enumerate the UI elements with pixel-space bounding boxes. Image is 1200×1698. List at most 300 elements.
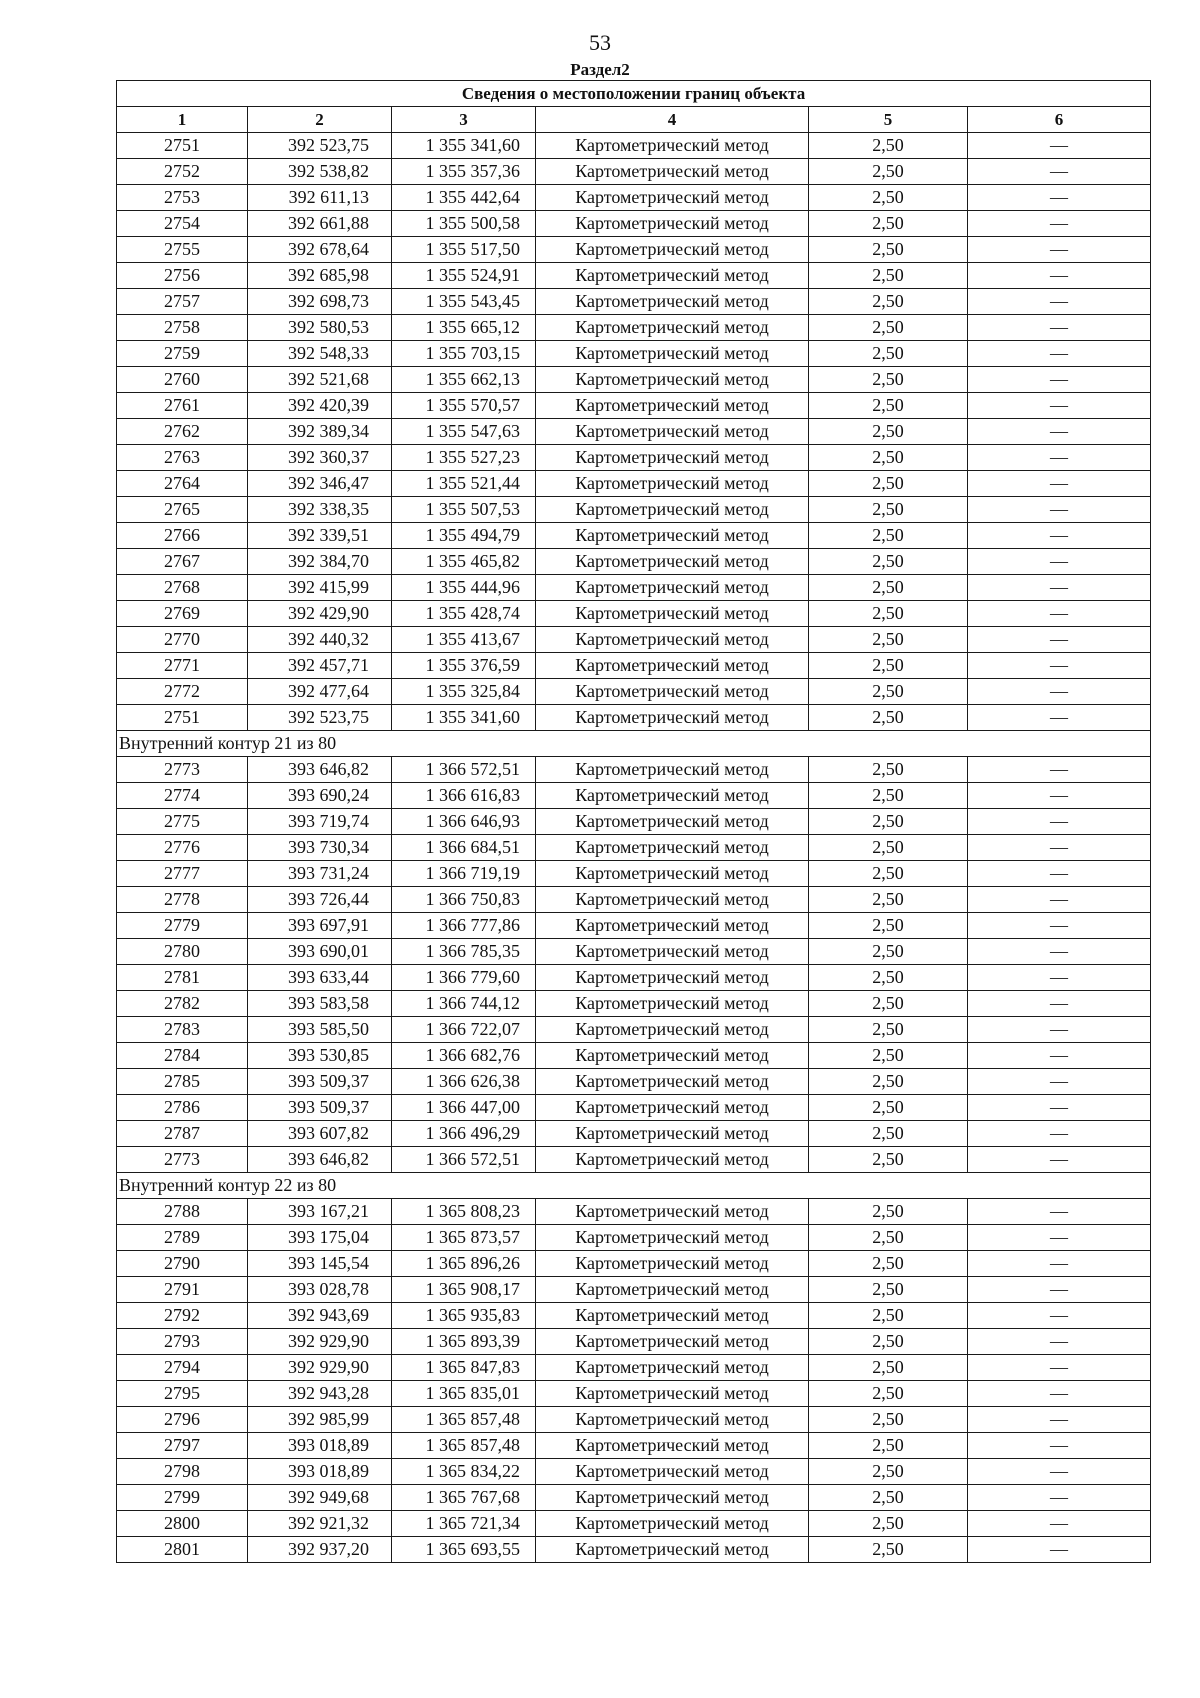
table-row bbox=[117, 1147, 1151, 1173]
table-row bbox=[117, 1485, 1151, 1511]
accuracy-cell: 2,50 bbox=[809, 1303, 968, 1329]
accuracy-cell: 2,50 bbox=[809, 991, 968, 1017]
method-cell: Картометрический метод bbox=[536, 1329, 809, 1355]
y-coordinate-cell: 1 365 835,01 bbox=[392, 1381, 536, 1407]
point-number-cell: 2784 bbox=[117, 1043, 248, 1069]
x-coordinate-cell: 393 633,44 bbox=[248, 965, 392, 991]
table-row bbox=[117, 315, 1151, 341]
table-row bbox=[117, 627, 1151, 653]
y-coordinate-cell: 1 365 896,26 bbox=[392, 1251, 536, 1277]
description-cell: — bbox=[968, 445, 1151, 471]
accuracy-cell: 2,50 bbox=[809, 523, 968, 549]
description-cell: — bbox=[968, 185, 1151, 211]
y-coordinate-cell: 1 366 616,83 bbox=[392, 783, 536, 809]
y-coordinate-cell: 1 355 413,67 bbox=[392, 627, 536, 653]
method-cell: Картометрический метод bbox=[536, 809, 809, 835]
table-row bbox=[117, 1277, 1151, 1303]
description-cell: — bbox=[968, 1433, 1151, 1459]
x-coordinate-cell: 392 943,28 bbox=[248, 1381, 392, 1407]
table-row bbox=[117, 1459, 1151, 1485]
x-coordinate-cell: 392 457,71 bbox=[248, 653, 392, 679]
description-cell: — bbox=[968, 1485, 1151, 1511]
accuracy-cell: 2,50 bbox=[809, 1355, 968, 1381]
section-title: Раздел2 bbox=[570, 60, 630, 79]
x-coordinate-cell: 393 690,24 bbox=[248, 783, 392, 809]
table-row bbox=[117, 1329, 1151, 1355]
y-coordinate-cell: 1 355 547,63 bbox=[392, 419, 536, 445]
method-cell: Картометрический метод bbox=[536, 393, 809, 419]
table-row bbox=[117, 1381, 1151, 1407]
x-coordinate-cell: 393 730,34 bbox=[248, 835, 392, 861]
accuracy-cell: 2,50 bbox=[809, 159, 968, 185]
table-row bbox=[117, 809, 1151, 835]
point-number-cell: 2797 bbox=[117, 1433, 248, 1459]
column-header: 6 bbox=[968, 107, 1151, 133]
x-coordinate-cell: 392 580,53 bbox=[248, 315, 392, 341]
point-number-cell: 2796 bbox=[117, 1407, 248, 1433]
description-cell: — bbox=[968, 783, 1151, 809]
accuracy-cell: 2,50 bbox=[809, 1069, 968, 1095]
x-coordinate-cell: 392 685,98 bbox=[248, 263, 392, 289]
description-cell: — bbox=[968, 939, 1151, 965]
x-coordinate-cell: 392 678,64 bbox=[248, 237, 392, 263]
x-coordinate-cell: 393 697,91 bbox=[248, 913, 392, 939]
table-row bbox=[117, 575, 1151, 601]
description-cell: — bbox=[968, 1459, 1151, 1485]
accuracy-cell: 2,50 bbox=[809, 315, 968, 341]
x-coordinate-cell: 392 611,13 bbox=[248, 185, 392, 211]
method-cell: Картометрический метод bbox=[536, 1355, 809, 1381]
method-cell: Картометрический метод bbox=[536, 237, 809, 263]
accuracy-cell: 2,50 bbox=[809, 1225, 968, 1251]
x-coordinate-cell: 392 420,39 bbox=[248, 393, 392, 419]
x-coordinate-cell: 392 937,20 bbox=[248, 1537, 392, 1563]
table-row bbox=[117, 1407, 1151, 1433]
point-number-cell: 2752 bbox=[117, 159, 248, 185]
description-cell: — bbox=[968, 1017, 1151, 1043]
accuracy-cell: 2,50 bbox=[809, 1251, 968, 1277]
method-cell: Картометрический метод bbox=[536, 757, 809, 783]
x-coordinate-cell: 392 360,37 bbox=[248, 445, 392, 471]
y-coordinate-cell: 1 366 744,12 bbox=[392, 991, 536, 1017]
description-cell: — bbox=[968, 1251, 1151, 1277]
point-number-cell: 2776 bbox=[117, 835, 248, 861]
accuracy-cell: 2,50 bbox=[809, 809, 968, 835]
description-cell: — bbox=[968, 1381, 1151, 1407]
method-cell: Картометрический метод bbox=[536, 341, 809, 367]
point-number-cell: 2787 bbox=[117, 1121, 248, 1147]
contour-header-row bbox=[117, 1173, 1151, 1199]
y-coordinate-cell: 1 366 722,07 bbox=[392, 1017, 536, 1043]
method-cell: Картометрический метод bbox=[536, 679, 809, 705]
table-row bbox=[117, 523, 1151, 549]
accuracy-cell: 2,50 bbox=[809, 1043, 968, 1069]
y-coordinate-cell: 1 355 517,50 bbox=[392, 237, 536, 263]
description-cell: — bbox=[968, 393, 1151, 419]
x-coordinate-cell: 392 384,70 bbox=[248, 549, 392, 575]
point-number-cell: 2779 bbox=[117, 913, 248, 939]
table-row bbox=[117, 211, 1151, 237]
accuracy-cell: 2,50 bbox=[809, 1459, 968, 1485]
table-title-row bbox=[117, 81, 1151, 107]
x-coordinate-cell: 392 339,51 bbox=[248, 523, 392, 549]
method-cell: Картометрический метод bbox=[536, 653, 809, 679]
table-row bbox=[117, 471, 1151, 497]
y-coordinate-cell: 1 365 693,55 bbox=[392, 1537, 536, 1563]
description-cell: — bbox=[968, 1277, 1151, 1303]
point-number-cell: 2791 bbox=[117, 1277, 248, 1303]
accuracy-cell: 2,50 bbox=[809, 653, 968, 679]
table-row bbox=[117, 965, 1151, 991]
description-cell: — bbox=[968, 705, 1151, 731]
point-number-cell: 2778 bbox=[117, 887, 248, 913]
accuracy-cell: 2,50 bbox=[809, 1407, 968, 1433]
point-number-cell: 2762 bbox=[117, 419, 248, 445]
method-cell: Картометрический метод bbox=[536, 913, 809, 939]
contour-label: Внутренний контур 21 из 80 bbox=[117, 731, 1151, 757]
method-cell: Картометрический метод bbox=[536, 575, 809, 601]
accuracy-cell: 2,50 bbox=[809, 237, 968, 263]
table-row bbox=[117, 185, 1151, 211]
y-coordinate-cell: 1 355 524,91 bbox=[392, 263, 536, 289]
table-row bbox=[117, 1069, 1151, 1095]
accuracy-cell: 2,50 bbox=[809, 393, 968, 419]
method-cell: Картометрический метод bbox=[536, 315, 809, 341]
y-coordinate-cell: 1 355 341,60 bbox=[392, 133, 536, 159]
y-coordinate-cell: 1 366 626,38 bbox=[392, 1069, 536, 1095]
description-cell: — bbox=[968, 991, 1151, 1017]
y-coordinate-cell: 1 355 665,12 bbox=[392, 315, 536, 341]
y-coordinate-cell: 1 366 682,76 bbox=[392, 1043, 536, 1069]
point-number-cell: 2769 bbox=[117, 601, 248, 627]
column-header: 4 bbox=[536, 107, 809, 133]
x-coordinate-cell: 393 690,01 bbox=[248, 939, 392, 965]
description-cell: — bbox=[968, 211, 1151, 237]
description-cell: — bbox=[968, 575, 1151, 601]
table-body bbox=[117, 133, 1151, 1563]
accuracy-cell: 2,50 bbox=[809, 783, 968, 809]
method-cell: Картометрический метод bbox=[536, 471, 809, 497]
description-cell: — bbox=[968, 1511, 1151, 1537]
table-row bbox=[117, 1095, 1151, 1121]
point-number-cell: 2777 bbox=[117, 861, 248, 887]
point-number-cell: 2770 bbox=[117, 627, 248, 653]
method-cell: Картометрический метод bbox=[536, 1381, 809, 1407]
description-cell: — bbox=[968, 237, 1151, 263]
accuracy-cell: 2,50 bbox=[809, 861, 968, 887]
table-row bbox=[117, 653, 1151, 679]
y-coordinate-cell: 1 355 703,15 bbox=[392, 341, 536, 367]
table-row bbox=[117, 1043, 1151, 1069]
x-coordinate-cell: 393 018,89 bbox=[248, 1433, 392, 1459]
table-row bbox=[117, 1251, 1151, 1277]
description-cell: — bbox=[968, 1043, 1151, 1069]
point-number-cell: 2756 bbox=[117, 263, 248, 289]
accuracy-cell: 2,50 bbox=[809, 341, 968, 367]
description-cell: — bbox=[968, 1303, 1151, 1329]
method-cell: Картометрический метод bbox=[536, 289, 809, 315]
column-header-row bbox=[117, 107, 1151, 133]
y-coordinate-cell: 1 366 684,51 bbox=[392, 835, 536, 861]
method-cell: Картометрический метод bbox=[536, 1147, 809, 1173]
method-cell: Картометрический метод bbox=[536, 1303, 809, 1329]
y-coordinate-cell: 1 365 908,17 bbox=[392, 1277, 536, 1303]
point-number-cell: 2792 bbox=[117, 1303, 248, 1329]
column-header: 5 bbox=[809, 107, 968, 133]
point-number-cell: 2786 bbox=[117, 1095, 248, 1121]
table-row bbox=[117, 263, 1151, 289]
accuracy-cell: 2,50 bbox=[809, 835, 968, 861]
method-cell: Картометрический метод bbox=[536, 965, 809, 991]
accuracy-cell: 2,50 bbox=[809, 211, 968, 237]
method-cell: Картометрический метод bbox=[536, 1069, 809, 1095]
description-cell: — bbox=[968, 1407, 1151, 1433]
table-row bbox=[117, 1511, 1151, 1537]
x-coordinate-cell: 392 346,47 bbox=[248, 471, 392, 497]
method-cell: Картометрический метод bbox=[536, 1537, 809, 1563]
y-coordinate-cell: 1 355 662,13 bbox=[392, 367, 536, 393]
x-coordinate-cell: 392 429,90 bbox=[248, 601, 392, 627]
description-cell: — bbox=[968, 159, 1151, 185]
y-coordinate-cell: 1 355 357,36 bbox=[392, 159, 536, 185]
point-number-cell: 2798 bbox=[117, 1459, 248, 1485]
accuracy-cell: 2,50 bbox=[809, 185, 968, 211]
method-cell: Картометрический метод bbox=[536, 497, 809, 523]
accuracy-cell: 2,50 bbox=[809, 887, 968, 913]
x-coordinate-cell: 392 338,35 bbox=[248, 497, 392, 523]
x-coordinate-cell: 392 985,99 bbox=[248, 1407, 392, 1433]
table-row bbox=[117, 419, 1151, 445]
point-number-cell: 2754 bbox=[117, 211, 248, 237]
point-number-cell: 2766 bbox=[117, 523, 248, 549]
point-number-cell: 2790 bbox=[117, 1251, 248, 1277]
description-cell: — bbox=[968, 835, 1151, 861]
x-coordinate-cell: 393 607,82 bbox=[248, 1121, 392, 1147]
y-coordinate-cell: 1 365 808,23 bbox=[392, 1199, 536, 1225]
y-coordinate-cell: 1 365 857,48 bbox=[392, 1407, 536, 1433]
method-cell: Картометрический метод bbox=[536, 1199, 809, 1225]
description-cell: — bbox=[968, 549, 1151, 575]
table-row bbox=[117, 939, 1151, 965]
x-coordinate-cell: 392 477,64 bbox=[248, 679, 392, 705]
y-coordinate-cell: 1 366 750,83 bbox=[392, 887, 536, 913]
table-row bbox=[117, 237, 1151, 263]
method-cell: Картометрический метод bbox=[536, 1277, 809, 1303]
point-number-cell: 2781 bbox=[117, 965, 248, 991]
x-coordinate-cell: 392 929,90 bbox=[248, 1355, 392, 1381]
point-number-cell: 2799 bbox=[117, 1485, 248, 1511]
method-cell: Картометрический метод bbox=[536, 835, 809, 861]
description-cell: — bbox=[968, 471, 1151, 497]
x-coordinate-cell: 392 661,88 bbox=[248, 211, 392, 237]
table-row bbox=[117, 783, 1151, 809]
accuracy-cell: 2,50 bbox=[809, 1095, 968, 1121]
description-cell: — bbox=[968, 601, 1151, 627]
x-coordinate-cell: 393 175,04 bbox=[248, 1225, 392, 1251]
y-coordinate-cell: 1 365 847,83 bbox=[392, 1355, 536, 1381]
accuracy-cell: 2,50 bbox=[809, 497, 968, 523]
description-cell: — bbox=[968, 1121, 1151, 1147]
point-number-cell: 2768 bbox=[117, 575, 248, 601]
point-number-cell: 2773 bbox=[117, 1147, 248, 1173]
table-row bbox=[117, 393, 1151, 419]
table-row bbox=[117, 1355, 1151, 1381]
table-row bbox=[117, 601, 1151, 627]
description-cell: — bbox=[968, 133, 1151, 159]
table-row bbox=[117, 679, 1151, 705]
point-number-cell: 2775 bbox=[117, 809, 248, 835]
method-cell: Картометрический метод bbox=[536, 133, 809, 159]
method-cell: Картометрический метод bbox=[536, 445, 809, 471]
accuracy-cell: 2,50 bbox=[809, 1485, 968, 1511]
accuracy-cell: 2,50 bbox=[809, 705, 968, 731]
point-number-cell: 2788 bbox=[117, 1199, 248, 1225]
accuracy-cell: 2,50 bbox=[809, 1511, 968, 1537]
y-coordinate-cell: 1 355 527,23 bbox=[392, 445, 536, 471]
method-cell: Картометрический метод bbox=[536, 1251, 809, 1277]
description-cell: — bbox=[968, 523, 1151, 549]
y-coordinate-cell: 1 355 465,82 bbox=[392, 549, 536, 575]
method-cell: Картометрический метод bbox=[536, 549, 809, 575]
x-coordinate-cell: 393 726,44 bbox=[248, 887, 392, 913]
table-row bbox=[117, 1537, 1151, 1563]
x-coordinate-cell: 392 943,69 bbox=[248, 1303, 392, 1329]
table-row bbox=[117, 1303, 1151, 1329]
y-coordinate-cell: 1 355 341,60 bbox=[392, 705, 536, 731]
method-cell: Картометрический метод bbox=[536, 601, 809, 627]
accuracy-cell: 2,50 bbox=[809, 1121, 968, 1147]
table-row bbox=[117, 757, 1151, 783]
method-cell: Картометрический метод bbox=[536, 1511, 809, 1537]
description-cell: — bbox=[968, 263, 1151, 289]
method-cell: Картометрический метод bbox=[536, 159, 809, 185]
x-coordinate-cell: 393 719,74 bbox=[248, 809, 392, 835]
x-coordinate-cell: 392 929,90 bbox=[248, 1329, 392, 1355]
point-number-cell: 2763 bbox=[117, 445, 248, 471]
y-coordinate-cell: 1 366 719,19 bbox=[392, 861, 536, 887]
y-coordinate-cell: 1 366 496,29 bbox=[392, 1121, 536, 1147]
accuracy-cell: 2,50 bbox=[809, 757, 968, 783]
description-cell: — bbox=[968, 679, 1151, 705]
x-coordinate-cell: 393 145,54 bbox=[248, 1251, 392, 1277]
point-number-cell: 2759 bbox=[117, 341, 248, 367]
y-coordinate-cell: 1 366 572,51 bbox=[392, 757, 536, 783]
table-row bbox=[117, 1433, 1151, 1459]
accuracy-cell: 2,50 bbox=[809, 1433, 968, 1459]
method-cell: Картометрический метод bbox=[536, 1225, 809, 1251]
table-row bbox=[117, 1121, 1151, 1147]
contour-label: Внутренний контур 22 из 80 bbox=[117, 1173, 1151, 1199]
y-coordinate-cell: 1 365 834,22 bbox=[392, 1459, 536, 1485]
description-cell: — bbox=[968, 887, 1151, 913]
y-coordinate-cell: 1 355 376,59 bbox=[392, 653, 536, 679]
contour-header-row bbox=[117, 731, 1151, 757]
point-number-cell: 2760 bbox=[117, 367, 248, 393]
accuracy-cell: 2,50 bbox=[809, 1381, 968, 1407]
point-number-cell: 2765 bbox=[117, 497, 248, 523]
column-header: 1 bbox=[117, 107, 248, 133]
y-coordinate-cell: 1 365 721,34 bbox=[392, 1511, 536, 1537]
method-cell: Картометрический метод bbox=[536, 1433, 809, 1459]
point-number-cell: 2773 bbox=[117, 757, 248, 783]
point-number-cell: 2764 bbox=[117, 471, 248, 497]
table-row bbox=[117, 445, 1151, 471]
method-cell: Картометрический метод bbox=[536, 367, 809, 393]
description-cell: — bbox=[968, 1329, 1151, 1355]
x-coordinate-cell: 392 538,82 bbox=[248, 159, 392, 185]
x-coordinate-cell: 393 509,37 bbox=[248, 1095, 392, 1121]
y-coordinate-cell: 1 355 428,74 bbox=[392, 601, 536, 627]
accuracy-cell: 2,50 bbox=[809, 601, 968, 627]
table-row bbox=[117, 341, 1151, 367]
y-coordinate-cell: 1 366 779,60 bbox=[392, 965, 536, 991]
point-number-cell: 2789 bbox=[117, 1225, 248, 1251]
point-number-cell: 2767 bbox=[117, 549, 248, 575]
point-number-cell: 2772 bbox=[117, 679, 248, 705]
y-coordinate-cell: 1 366 777,86 bbox=[392, 913, 536, 939]
accuracy-cell: 2,50 bbox=[809, 1329, 968, 1355]
method-cell: Картометрический метод bbox=[536, 1095, 809, 1121]
x-coordinate-cell: 392 389,34 bbox=[248, 419, 392, 445]
y-coordinate-cell: 1 365 857,48 bbox=[392, 1433, 536, 1459]
description-cell: — bbox=[968, 809, 1151, 835]
description-cell: — bbox=[968, 1095, 1151, 1121]
x-coordinate-cell: 392 548,33 bbox=[248, 341, 392, 367]
accuracy-cell: 2,50 bbox=[809, 965, 968, 991]
table-row bbox=[117, 289, 1151, 315]
y-coordinate-cell: 1 355 570,57 bbox=[392, 393, 536, 419]
description-cell: — bbox=[968, 497, 1151, 523]
table-row bbox=[117, 887, 1151, 913]
x-coordinate-cell: 392 921,32 bbox=[248, 1511, 392, 1537]
description-cell: — bbox=[968, 965, 1151, 991]
description-cell: — bbox=[968, 315, 1151, 341]
table-row bbox=[117, 549, 1151, 575]
table-row bbox=[117, 835, 1151, 861]
x-coordinate-cell: 392 523,75 bbox=[248, 133, 392, 159]
point-number-cell: 2753 bbox=[117, 185, 248, 211]
description-cell: — bbox=[968, 1537, 1151, 1563]
y-coordinate-cell: 1 366 447,00 bbox=[392, 1095, 536, 1121]
description-cell: — bbox=[968, 419, 1151, 445]
accuracy-cell: 2,50 bbox=[809, 627, 968, 653]
x-coordinate-cell: 392 949,68 bbox=[248, 1485, 392, 1511]
description-cell: — bbox=[968, 1199, 1151, 1225]
accuracy-cell: 2,50 bbox=[809, 133, 968, 159]
description-cell: — bbox=[968, 289, 1151, 315]
description-cell: — bbox=[968, 367, 1151, 393]
point-number-cell: 2794 bbox=[117, 1355, 248, 1381]
accuracy-cell: 2,50 bbox=[809, 471, 968, 497]
x-coordinate-cell: 393 731,24 bbox=[248, 861, 392, 887]
description-cell: — bbox=[968, 341, 1151, 367]
method-cell: Картометрический метод bbox=[536, 887, 809, 913]
y-coordinate-cell: 1 355 507,53 bbox=[392, 497, 536, 523]
description-cell: — bbox=[968, 861, 1151, 887]
x-coordinate-cell: 393 646,82 bbox=[248, 757, 392, 783]
x-coordinate-cell: 392 415,99 bbox=[248, 575, 392, 601]
accuracy-cell: 2,50 bbox=[809, 263, 968, 289]
y-coordinate-cell: 1 355 494,79 bbox=[392, 523, 536, 549]
y-coordinate-cell: 1 355 543,45 bbox=[392, 289, 536, 315]
description-cell: — bbox=[968, 1069, 1151, 1095]
x-coordinate-cell: 393 583,58 bbox=[248, 991, 392, 1017]
accuracy-cell: 2,50 bbox=[809, 1147, 968, 1173]
point-number-cell: 2800 bbox=[117, 1511, 248, 1537]
table-row bbox=[117, 1225, 1151, 1251]
description-cell: — bbox=[968, 627, 1151, 653]
y-coordinate-cell: 1 366 646,93 bbox=[392, 809, 536, 835]
